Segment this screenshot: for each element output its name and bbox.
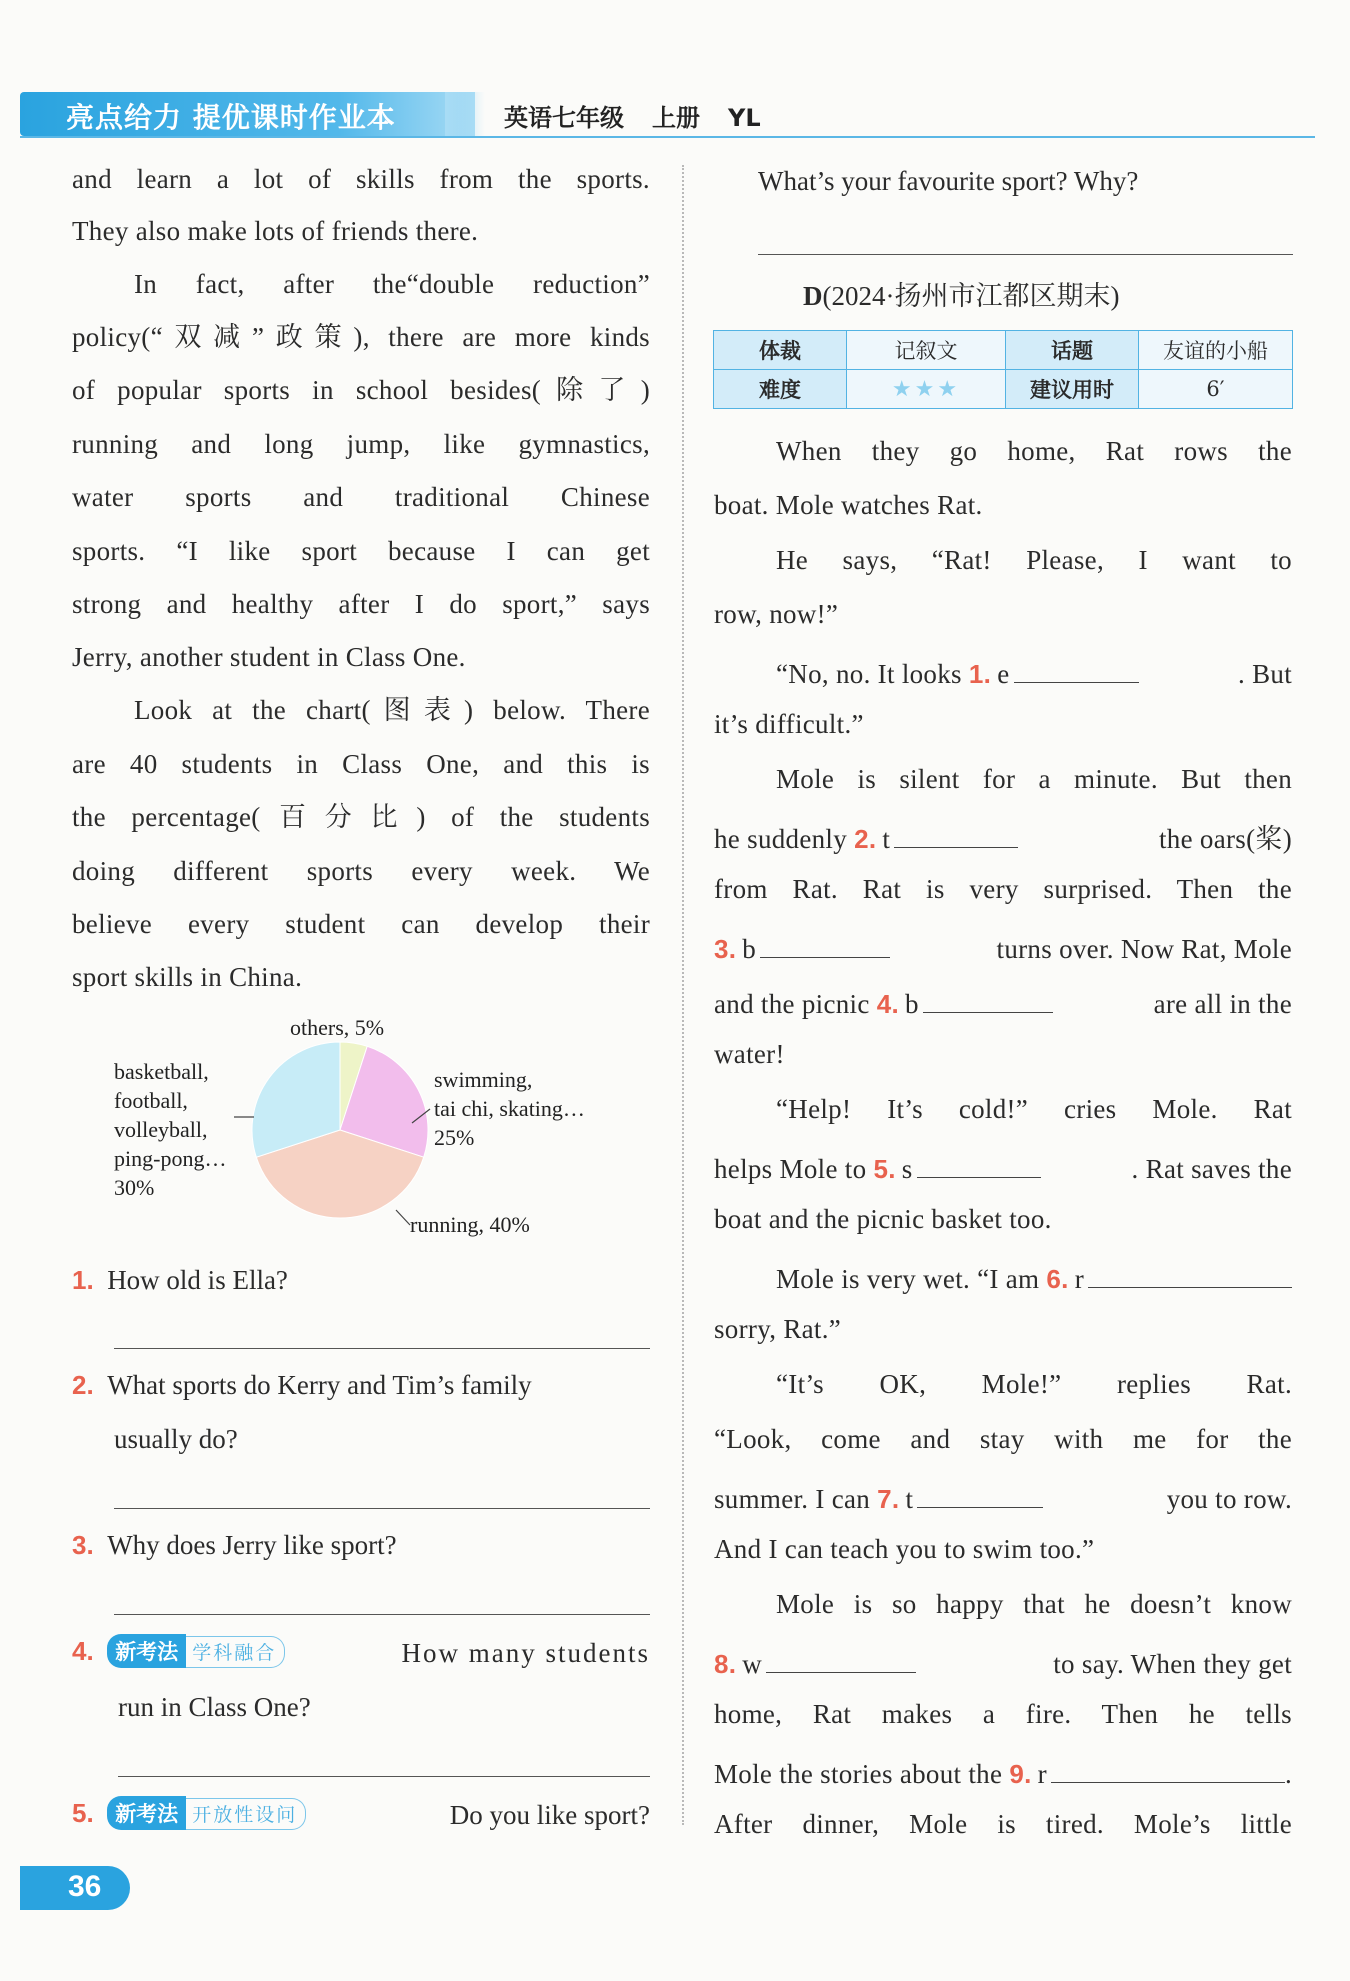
passage-line: “Look, come and stay with me for the	[714, 1424, 1292, 1454]
label-swimming: swimming,	[434, 1067, 533, 1092]
blank-line-4: and the picnic 4. b are all in the	[714, 986, 1292, 1018]
passage-line: He says, “Rat! Please, I want to	[776, 545, 1292, 575]
section-d-heading: D(2024·扬州市江都区期末)	[803, 281, 1120, 311]
passage-line: policy(“双减”政策), there are more kinds	[72, 322, 650, 352]
column-divider	[682, 165, 684, 1825]
difficulty-stars: ★★★	[847, 370, 1006, 409]
question-number: 5.	[72, 1798, 94, 1828]
question-4	[72, 1636, 650, 1671]
blank-line-5: helps Mole to 5. s . Rat saves the	[714, 1151, 1292, 1183]
blank-9[interactable]	[1051, 1756, 1285, 1783]
topic-value: 友谊的小船	[1139, 331, 1293, 370]
passage-line: sport skills in China.	[72, 962, 303, 992]
edition-label: YL	[728, 104, 761, 132]
passage-line: After dinner, Mole is tired. Mole’s little	[714, 1809, 1292, 1839]
series-title: 亮点给力 提优课时作业本	[66, 101, 396, 134]
pie-slices	[252, 1042, 428, 1218]
sports-pie-chart	[100, 1005, 640, 1250]
genre-label: 体裁	[714, 331, 847, 370]
topic-label: 话题	[1006, 331, 1139, 370]
passage-line: They also make lots of friends there.	[72, 216, 479, 246]
passage-line: running and long jump, like gymnastics,	[72, 429, 650, 459]
question-text: How many students	[401, 1637, 650, 1668]
answer-line-3[interactable]	[114, 1614, 650, 1615]
passage-line: doing different sports every week. We	[72, 856, 650, 886]
passage-line: from Rat. Rat is very surprised. Then the	[714, 874, 1292, 904]
passage-line: When they go home, Rat rows the	[776, 436, 1292, 466]
passage-line: And I can teach you to swim too.”	[714, 1534, 1095, 1564]
blank-line-6: Mole is very wet. “I am 6. r	[714, 1261, 1292, 1293]
subject-label: 英语七年级	[504, 104, 624, 132]
label-volleyball: volleyball,	[114, 1117, 208, 1142]
passage-info-table	[713, 330, 1293, 409]
blank-4[interactable]	[923, 986, 1053, 1013]
leader-line-running	[396, 1210, 410, 1225]
passage-line: water sports and traditional Chinese	[72, 482, 650, 512]
blank-8[interactable]	[766, 1646, 916, 1673]
time-label: 建议用时	[1006, 370, 1139, 409]
blank-line-3: 3. b turns over. Now Rat, Mole	[714, 931, 1292, 963]
blank-line-9: Mole the stories about the 9. r .	[714, 1756, 1292, 1788]
question-5-cont: What’s your favourite sport? Why?	[758, 166, 1139, 196]
book-info	[504, 98, 789, 133]
blank-2[interactable]	[894, 821, 1018, 848]
passage-line: believe every student can develop their	[72, 909, 650, 939]
answer-line-2[interactable]	[114, 1508, 650, 1509]
label-basketball: basketball,	[114, 1059, 209, 1084]
passage-line: of popular sports in school besides(除了)	[72, 375, 650, 405]
blank-line-8: 8. w to say. When they get	[714, 1646, 1292, 1678]
question-4-cont: run in Class One?	[118, 1692, 311, 1722]
passage-line: sorry, Rat.”	[714, 1314, 842, 1344]
passage-line: are 40 students in Class One, and this is	[72, 749, 650, 779]
passage-line: the percentage(百分比) of the students	[72, 802, 650, 832]
question-text: Why does Jerry like sport?	[107, 1530, 397, 1560]
time-value: 6′	[1139, 370, 1293, 409]
new-method-tag: 新考法 学科融合	[107, 1634, 285, 1668]
genre-value: 记叙文	[847, 331, 1006, 370]
answer-line-1[interactable]	[114, 1348, 650, 1349]
question-number: 2.	[72, 1370, 94, 1400]
volume-label: 上册	[652, 104, 700, 132]
header-band-fade	[445, 92, 485, 136]
question-number: 1.	[72, 1265, 94, 1295]
blank-1[interactable]	[1014, 656, 1139, 683]
new-method-tag: 新考法 开放性设问	[107, 1796, 306, 1830]
label-swim-pct: 25%	[434, 1125, 475, 1150]
answer-line-5[interactable]	[758, 254, 1293, 255]
passage-line: and learn a lot of skills from the sports.	[72, 164, 650, 194]
label-pingpong: ping-pong…	[114, 1146, 227, 1171]
blank-line-2: he suddenly 2. t the oars(桨)	[714, 821, 1292, 853]
answer-line-4[interactable]	[118, 1776, 650, 1777]
question-3	[72, 1530, 397, 1561]
label-football: football,	[114, 1088, 188, 1113]
passage-line: strong and healthy after I do sport,” says	[72, 589, 650, 619]
blank-line-1: “No, no. It looks 1. e . But	[714, 656, 1292, 688]
question-1	[72, 1265, 288, 1296]
passage-line: Look at the chart(图表) below. There	[134, 695, 650, 725]
passage-line: it’s difficult.”	[714, 709, 864, 739]
question-2-cont: usually do?	[114, 1424, 238, 1454]
question-number: 4.	[72, 1636, 94, 1666]
passage-line: boat and the picnic basket too.	[714, 1204, 1052, 1234]
question-text: What sports do Kerry and Tim’s family	[107, 1370, 532, 1400]
difficulty-label: 难度	[714, 370, 847, 409]
question-number: 3.	[72, 1530, 94, 1560]
passage-line: “It’s OK, Mole!” replies Rat.	[776, 1369, 1292, 1399]
passage-line: Jerry, another student in Class One.	[72, 642, 466, 672]
question-text: Do you like sport?	[449, 1799, 650, 1830]
passage-line: home, Rat makes a fire. Then he tells	[714, 1699, 1292, 1729]
question-text: How old is Ella?	[107, 1265, 288, 1295]
passage-line: “Help! It’s cold!” cries Mole. Rat	[776, 1094, 1292, 1124]
label-ball-pct: 30%	[114, 1175, 155, 1200]
passage-line: sports. “I like sport because I can get	[72, 536, 650, 566]
label-others: others, 5%	[290, 1015, 385, 1040]
question-2	[72, 1370, 532, 1401]
blank-line-7: summer. I can 7. t you to row.	[714, 1481, 1292, 1513]
passage-line: row, now!”	[714, 599, 839, 629]
blank-3[interactable]	[760, 931, 890, 958]
passage-line: Mole is silent for a minute. But then	[776, 764, 1292, 794]
passage-line: In fact, after the“double reduction”	[134, 269, 650, 299]
passage-line: Mole is so happy that he doesn’t know	[776, 1589, 1292, 1619]
blank-6[interactable]	[1088, 1261, 1292, 1288]
passage-line: boat. Mole watches Rat.	[714, 490, 983, 520]
page-number: 36	[68, 1870, 102, 1903]
question-5	[72, 1798, 650, 1833]
label-taichi: tai chi, skating…	[434, 1096, 585, 1121]
blank-5[interactable]	[917, 1151, 1041, 1178]
header-rule	[20, 136, 1315, 138]
blank-7[interactable]	[917, 1481, 1043, 1508]
passage-line: water!	[714, 1039, 785, 1069]
label-running: running, 40%	[410, 1212, 530, 1237]
